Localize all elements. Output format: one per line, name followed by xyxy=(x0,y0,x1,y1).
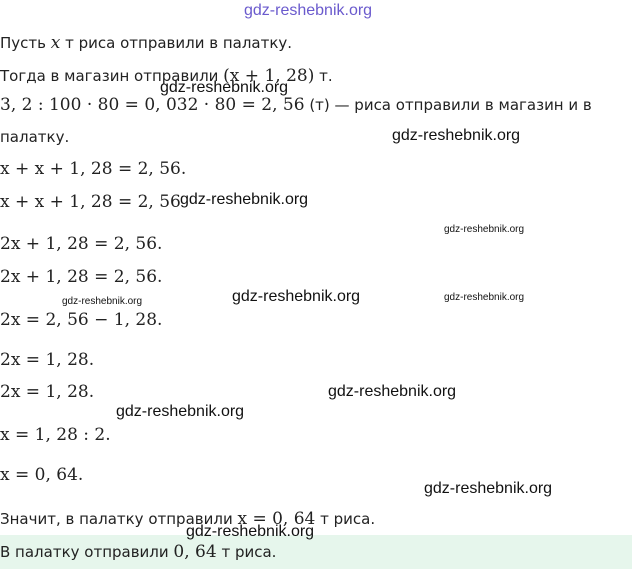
conclusion-text: Значит, в палатку отправили xyxy=(0,510,238,528)
watermark: gdz-reshebnik.org xyxy=(186,523,315,540)
equation-9: x = 0, 64. xyxy=(0,465,84,485)
equation-1: x + x + 1, 28 = 2, 56. xyxy=(0,159,187,179)
intro-line xyxy=(0,33,292,53)
intro-text: Пусть xyxy=(0,34,51,52)
watermark: gdz-reshebnik.org xyxy=(180,191,309,208)
watermark: gdz-reshebnik.org xyxy=(160,79,289,96)
answer-line xyxy=(0,542,276,562)
answer-expr: 0, 64 xyxy=(173,542,217,562)
calc-rest: (т) — риса отправили в магазин и в xyxy=(304,96,592,114)
shop-text: Тогда в магазин отправили xyxy=(0,67,224,85)
equation-3: 2x + 1, 28 = 2, 56. xyxy=(0,234,163,254)
watermark: gdz-reshebnik.org xyxy=(62,296,143,307)
conclusion-rest: т риса. xyxy=(315,510,376,528)
watermark: gdz-reshebnik.org xyxy=(116,403,245,420)
shop-rest: т. xyxy=(314,67,333,85)
calc-expr: 3, 2 : 100 · 80 = 0, 032 · 80 = 2, 56 xyxy=(0,95,305,115)
equation-5: 2x = 2, 56 − 1, 28. xyxy=(0,310,163,330)
answer-rest: т риса. xyxy=(216,543,277,561)
calc-line xyxy=(0,95,592,115)
watermark-top: gdz-reshebnik.org xyxy=(244,2,373,19)
conclusion-expr: x = 0, 64 xyxy=(237,509,316,529)
intro-rest: т риса отправили в палатку. xyxy=(60,34,293,52)
calc-line-2: палатку. xyxy=(0,128,70,146)
equation-8: x = 1, 28 : 2. xyxy=(0,425,111,445)
watermark: gdz-reshebnik.org xyxy=(328,383,457,400)
equation-4: 2x + 1, 28 = 2, 56. xyxy=(0,267,163,287)
watermark: gdz-reshebnik.org xyxy=(444,224,525,235)
watermark: gdz-reshebnik.org xyxy=(392,127,521,144)
watermark: gdz-reshebnik.org xyxy=(424,480,553,497)
equation-2: x + x + 1, 28 = 2, 56 xyxy=(0,192,181,212)
watermark: gdz-reshebnik.org xyxy=(444,292,525,303)
equation-6: 2x = 1, 28. xyxy=(0,350,95,370)
equation-7: 2x = 1, 28. xyxy=(0,382,95,402)
watermark: gdz-reshebnik.org xyxy=(232,288,361,305)
intro-var: x xyxy=(50,33,61,53)
answer-text: В палатку отправили xyxy=(0,543,174,561)
shop-expr: (x + 1, 28) xyxy=(223,66,315,86)
